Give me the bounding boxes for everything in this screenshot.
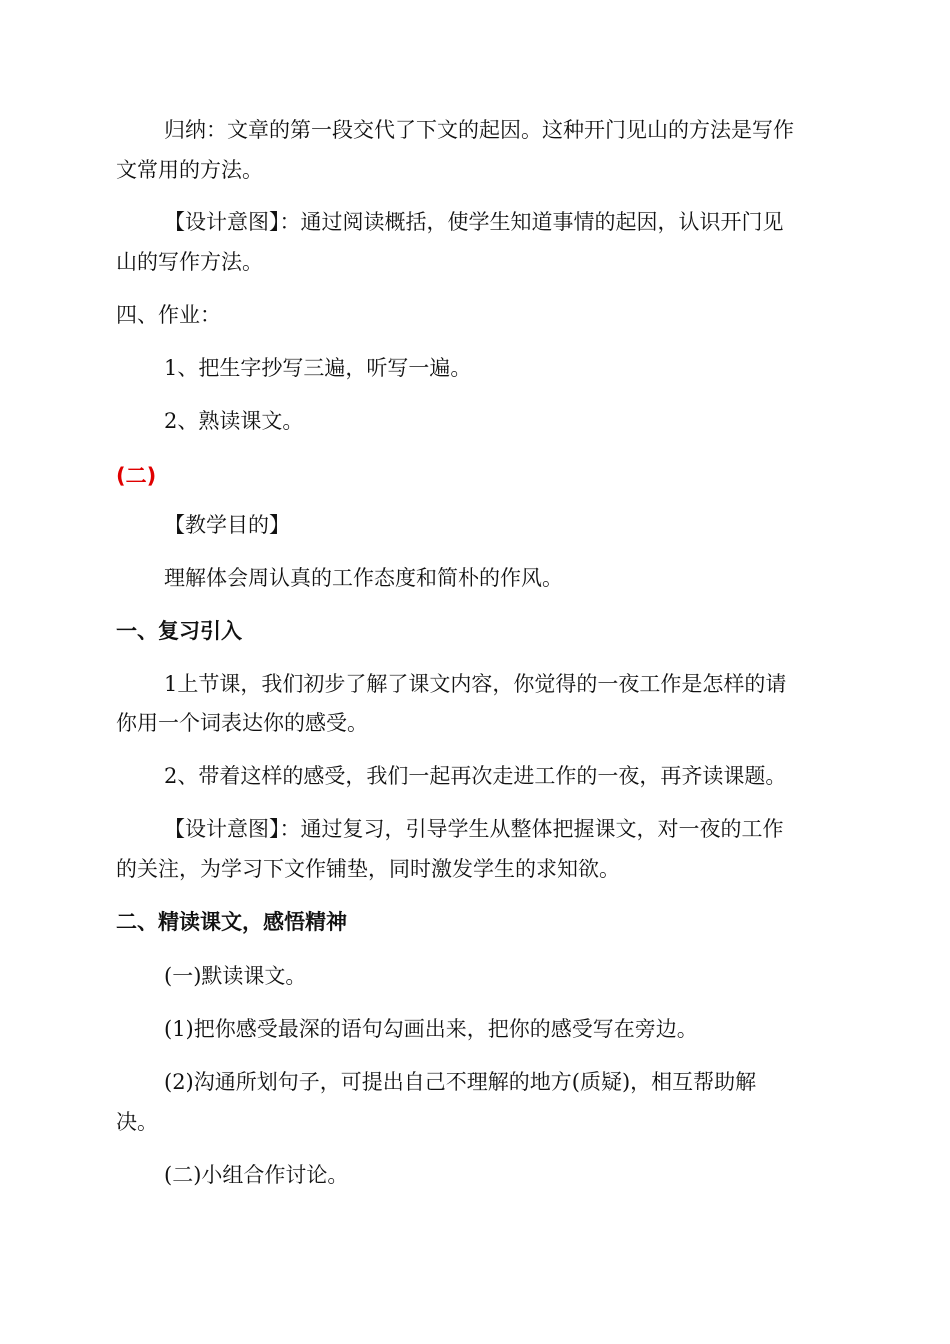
design-intent-1-line-1: 【设计意图】：通过阅读概括，使学生知道事情的起因，认识开门见 (164, 210, 784, 234)
close-reading-heading: 二、精读课文，感悟精神 (116, 910, 347, 934)
summary-line-2: 文常用的方法。 (116, 158, 263, 182)
review-item-2: 2、带着这样的感受，我们一起再次走进工作的一夜，再齐读课题。 (164, 764, 787, 788)
review-heading: 一、复习引入 (116, 619, 242, 643)
section-two-heading: (二) (116, 464, 157, 488)
silent-reading-sub-1: (1)把你感受最深的语句勾画出来，把你的感受写在旁边。 (164, 1017, 698, 1041)
homework-heading: 四、作业： (116, 303, 221, 327)
group-discussion-item: (二)小组合作讨论。 (164, 1163, 349, 1187)
teaching-goal-text: 理解体会周认真的工作态度和简朴的作风。 (164, 566, 563, 590)
design-intent-1-line-2: 山的写作方法。 (116, 250, 263, 274)
review-item-1-line-2: 你用一个词表达你的感受。 (116, 711, 368, 735)
homework-item-1: 1、把生字抄写三遍，听写一遍。 (164, 356, 472, 380)
review-item-1-line-1: 1上节课，我们初步了解了课文内容，你觉得的一夜工作是怎样的请 (164, 672, 787, 696)
silent-reading-item: (一)默读课文。 (164, 964, 307, 988)
design-intent-2-line-2: 的关注，为学习下文作铺垫，同时激发学生的求知欲。 (116, 857, 620, 881)
teaching-goal-heading: 【教学目的】 (164, 513, 290, 537)
design-intent-2-line-1: 【设计意图】：通过复习，引导学生从整体把握课文，对一夜的工作 (164, 817, 784, 841)
summary-line-1: 归纳：文章的第一段交代了下文的起因。这种开门见山的方法是写作 (164, 118, 794, 142)
silent-reading-sub-2-line-1: (2)沟通所划句子，可提出自己不理解的地方(质疑)，相互帮助解 (164, 1070, 757, 1094)
homework-item-2: 2、熟读课文。 (164, 409, 304, 433)
silent-reading-sub-2-line-2: 决。 (116, 1110, 158, 1134)
